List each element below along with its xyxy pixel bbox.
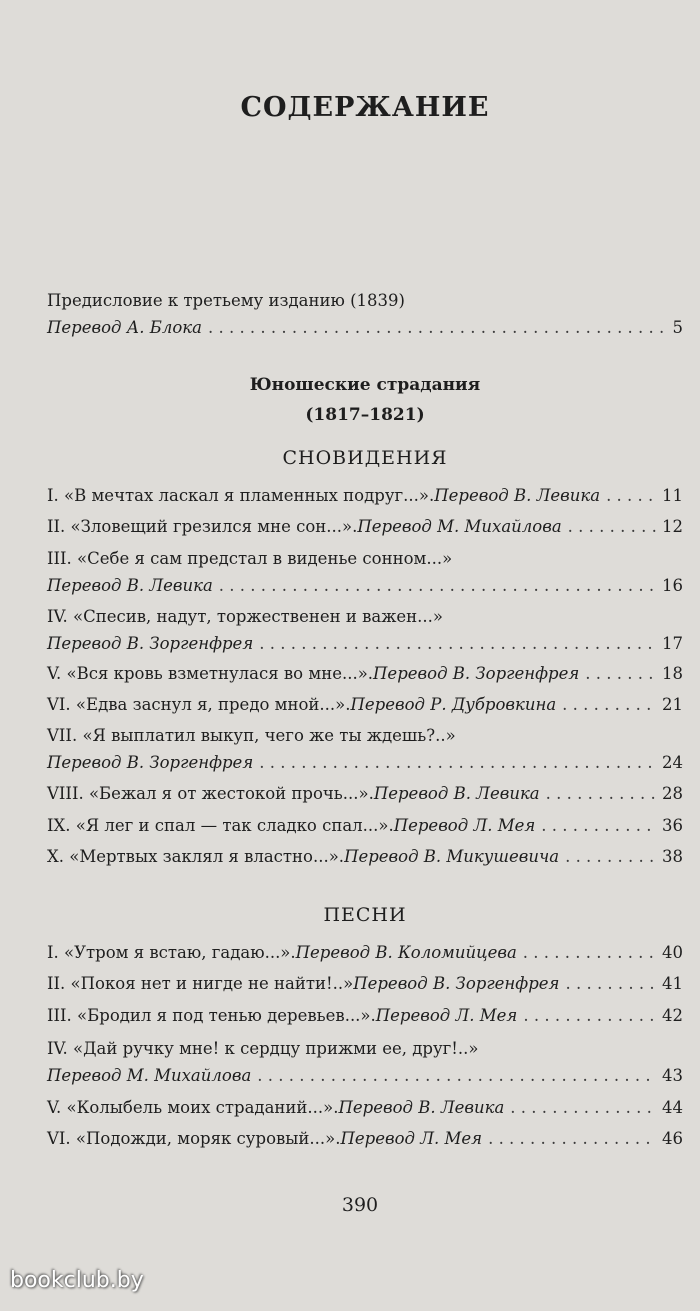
toc-entry — [47, 1006, 683, 1025]
poem-title: VI. «Подожди, моряк суровый...». — [47, 1129, 341, 1148]
toc-entry — [47, 1129, 683, 1148]
toc-entry — [47, 634, 683, 653]
toc-entry — [47, 816, 683, 835]
page-ref: 41 — [662, 974, 683, 993]
poem-title: III. «Себе я сам предстал в виденье сонном...» — [47, 549, 453, 568]
poem-title: VI. «Едва заснул я, предо мной...». — [47, 695, 351, 714]
section-title: Юношеские страдания — [249, 375, 481, 395]
subsection-heading-dreams: СНОВИДЕНИЯ — [282, 447, 448, 469]
translator: Перевод В. Зоргенфрея — [47, 634, 254, 653]
watermark-logo: bookclub.by — [10, 1268, 144, 1293]
toc-entry — [47, 847, 683, 866]
poem-title: II. «Зловещий грезился мне сон...». — [47, 517, 358, 536]
toc-entry — [47, 318, 683, 337]
translator: Перевод В. Левика — [47, 576, 213, 595]
translator: Перевод В. Зоргенфрея — [47, 753, 254, 772]
toc-entry — [47, 486, 683, 505]
translator: Перевод Л. Мея — [393, 816, 536, 835]
toc-entry — [47, 974, 683, 993]
dot-leader — [565, 847, 656, 866]
page-ref: 38 — [662, 847, 683, 866]
translator: Перевод М. Михайлова — [357, 517, 562, 536]
page-ref: 16 — [662, 576, 683, 595]
page-ref: 40 — [662, 943, 683, 962]
page-ref: 36 — [662, 816, 683, 835]
dot-leader — [523, 1006, 656, 1025]
poem-title: III. «Бродил я под тенью деревьев...». — [47, 1006, 376, 1025]
page-ref: 21 — [662, 695, 683, 714]
poem-title: VIII. «Бежал я от жестокой прочь...». — [47, 784, 374, 803]
page-ref: 17 — [662, 634, 683, 653]
dot-leader — [565, 974, 656, 993]
translator: Перевод М. Михайлова — [47, 1066, 252, 1085]
dot-leader — [568, 517, 656, 536]
dot-leader — [257, 1066, 656, 1085]
toc-entry — [47, 695, 683, 714]
translator: Перевод Л. Мея — [340, 1129, 483, 1148]
page-ref: 28 — [662, 784, 683, 803]
poem-title: IX. «Я лег и спал — так сладко спал...». — [47, 816, 394, 835]
dot-leader — [488, 1129, 656, 1148]
toc-entry — [47, 576, 683, 595]
toc-entry — [47, 517, 683, 536]
poem-title: II. «Покоя нет и нигде не найти!..» — [47, 974, 354, 993]
toc-entry — [47, 943, 683, 962]
dot-leader — [523, 943, 656, 962]
dot-leader — [208, 318, 667, 337]
page-title: СОДЕРЖАНИЕ — [240, 92, 490, 123]
poem-title: IV. «Дай ручку мне! к сердцу прижми ее, друг!..» — [47, 1039, 479, 1058]
section-years: (1817–1821) — [305, 405, 425, 425]
poem-title: IV. «Спесив, надут, торжественен и важен...» — [47, 607, 443, 626]
subsection-heading-songs: ПЕСНИ — [323, 904, 407, 926]
translator: Перевод В. Коломийцева — [295, 943, 517, 962]
page-ref: 12 — [662, 517, 683, 536]
dot-leader — [585, 664, 656, 683]
toc-entry — [47, 1098, 683, 1117]
page-ref: 43 — [662, 1066, 683, 1085]
page-ref: 24 — [662, 753, 683, 772]
toc-entry — [47, 784, 683, 803]
translator: Перевод А. Блока — [47, 318, 202, 337]
dot-leader — [606, 486, 656, 505]
poem-title: I. «В мечтах ласкал я пламенных подруг...». — [47, 486, 435, 505]
poem-title: I. «Утром я встаю, гадаю...». — [47, 943, 296, 962]
toc-entry — [47, 664, 683, 683]
translator: Перевод В. Зоргенфрея — [373, 664, 580, 683]
page-ref: 42 — [662, 1006, 683, 1025]
dot-leader — [219, 576, 656, 595]
poem-title: V. «Вся кровь взметнулася во мне...». — [47, 664, 374, 683]
dot-leader — [259, 634, 656, 653]
translator: Перевод Р. Дубровкина — [350, 695, 557, 714]
dot-leader — [546, 784, 656, 803]
dot-leader — [541, 816, 656, 835]
toc-entry — [47, 1066, 683, 1085]
page-ref: 11 — [662, 486, 683, 505]
translator: Перевод Л. Мея — [375, 1006, 518, 1025]
dot-leader — [259, 753, 656, 772]
dot-leader — [562, 695, 656, 714]
toc-preface-title: Предисловие к третьему изданию (1839) — [47, 291, 405, 310]
page-ref: 18 — [662, 664, 683, 683]
poem-title: V. «Колыбель моих страданий...». — [47, 1098, 339, 1117]
poem-title: VII. «Я выплатил выкуп, чего же ты ждешь?..» — [47, 726, 456, 745]
page-ref: 44 — [662, 1098, 683, 1117]
page-ref: 5 — [672, 318, 683, 337]
translator: Перевод В. Левика — [373, 784, 540, 803]
poem-title: X. «Мертвых заклял я властно...». — [47, 847, 345, 866]
page-number: 390 — [341, 1194, 379, 1216]
translator: Перевод В. Левика — [338, 1098, 505, 1117]
translator: Перевод В. Зоргенфрея — [353, 974, 560, 993]
dot-leader — [510, 1098, 656, 1117]
translator: Перевод В. Микушевича — [344, 847, 560, 866]
page-ref: 46 — [662, 1129, 683, 1148]
translator: Перевод В. Левика — [434, 486, 601, 505]
toc-entry — [47, 753, 683, 772]
